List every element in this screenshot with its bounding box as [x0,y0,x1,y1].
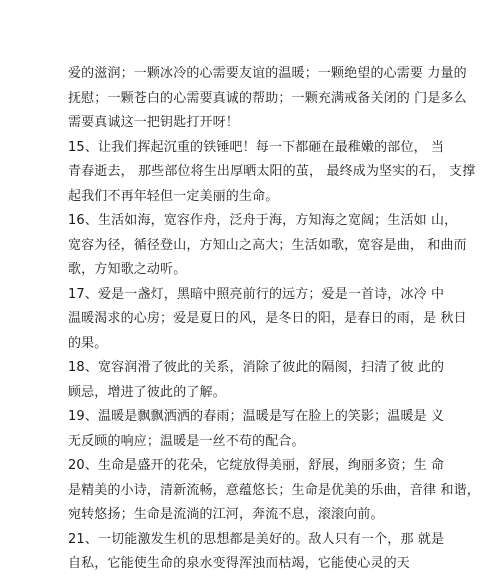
text-line: 歌，方知歌之动听。 [68,262,187,277]
text-line: 爱的滋润；一颗冰冷的心需要友谊的温暖；一颗绝望的心需要 力量的 [68,66,467,81]
text-line: 需要真诚这一把钥匙打开呀！ [68,115,239,130]
text-line: 20、生命是盛开的花朵，它绽放得美丽，舒展，绚丽多资；生 命 [68,458,445,473]
text-line: 17、爱是一盏灯，黑暗中照亮前行的远方；爱是一首诗，冰冷 中 [68,286,445,302]
text-line: 宛转悠扬；生命是流淌的江河，奔流不息，滚滚向前。 [68,507,384,522]
text-line: 18、宽容润滑了彼此的关系，消除了彼此的隔阂，扫清了彼 此的 [68,360,445,375]
text-line: 是精美的小诗，清新流畅，意蕴悠长；生命是优美的乐曲，音律 和谐， [68,482,480,498]
document-body [68,62,480,577]
text-line: 温暖渴求的心房；爱是夏日的风，是冬日的阳，是春日的雨，是 秋日 [68,311,467,326]
text-line: 19、温暖是飘飘洒洒的春雨；温暖是写在脸上的笑影；温暖是 义 [68,409,445,424]
text-line: 宽容为径，循径登山，方知山之高大；生活如歌，宽容是曲， 和曲而 [68,237,467,253]
text-line: 自私，它能使生命的泉水变得浑浊而枯竭，它能使心灵的天 [68,556,410,571]
text-line: 15、让我们挥起沉重的铁锤吧！每一下都砸在最稚嫩的部位， 当 [68,139,445,155]
text-line: 青春逝去， 那些部位将生出厚晒太阳的茧， 最终成为坚实的石， 支撑 [68,164,476,179]
text-line: 21、一切能激发生机的思想都是美好的。敌人只有一个，那 就是 [68,531,445,547]
text-line: 顾忌，增进了彼此的了解。 [68,384,226,400]
text-line: 16、生活如海，宽容作舟，泛舟于海，方知海之宽阔；生活如 山， [68,213,458,228]
text-line: 无反顾的响应；温暖是一丝不苟的配合。 [68,433,305,449]
text-line: 的果。 [68,335,108,351]
text-line: 起我们不再年轻但一定美丽的生命。 [68,188,279,204]
text-line: 抚慰；一颗苍白的心需要真诚的帮助；一颗充满戒备关闭的 门是多么 [68,90,467,106]
